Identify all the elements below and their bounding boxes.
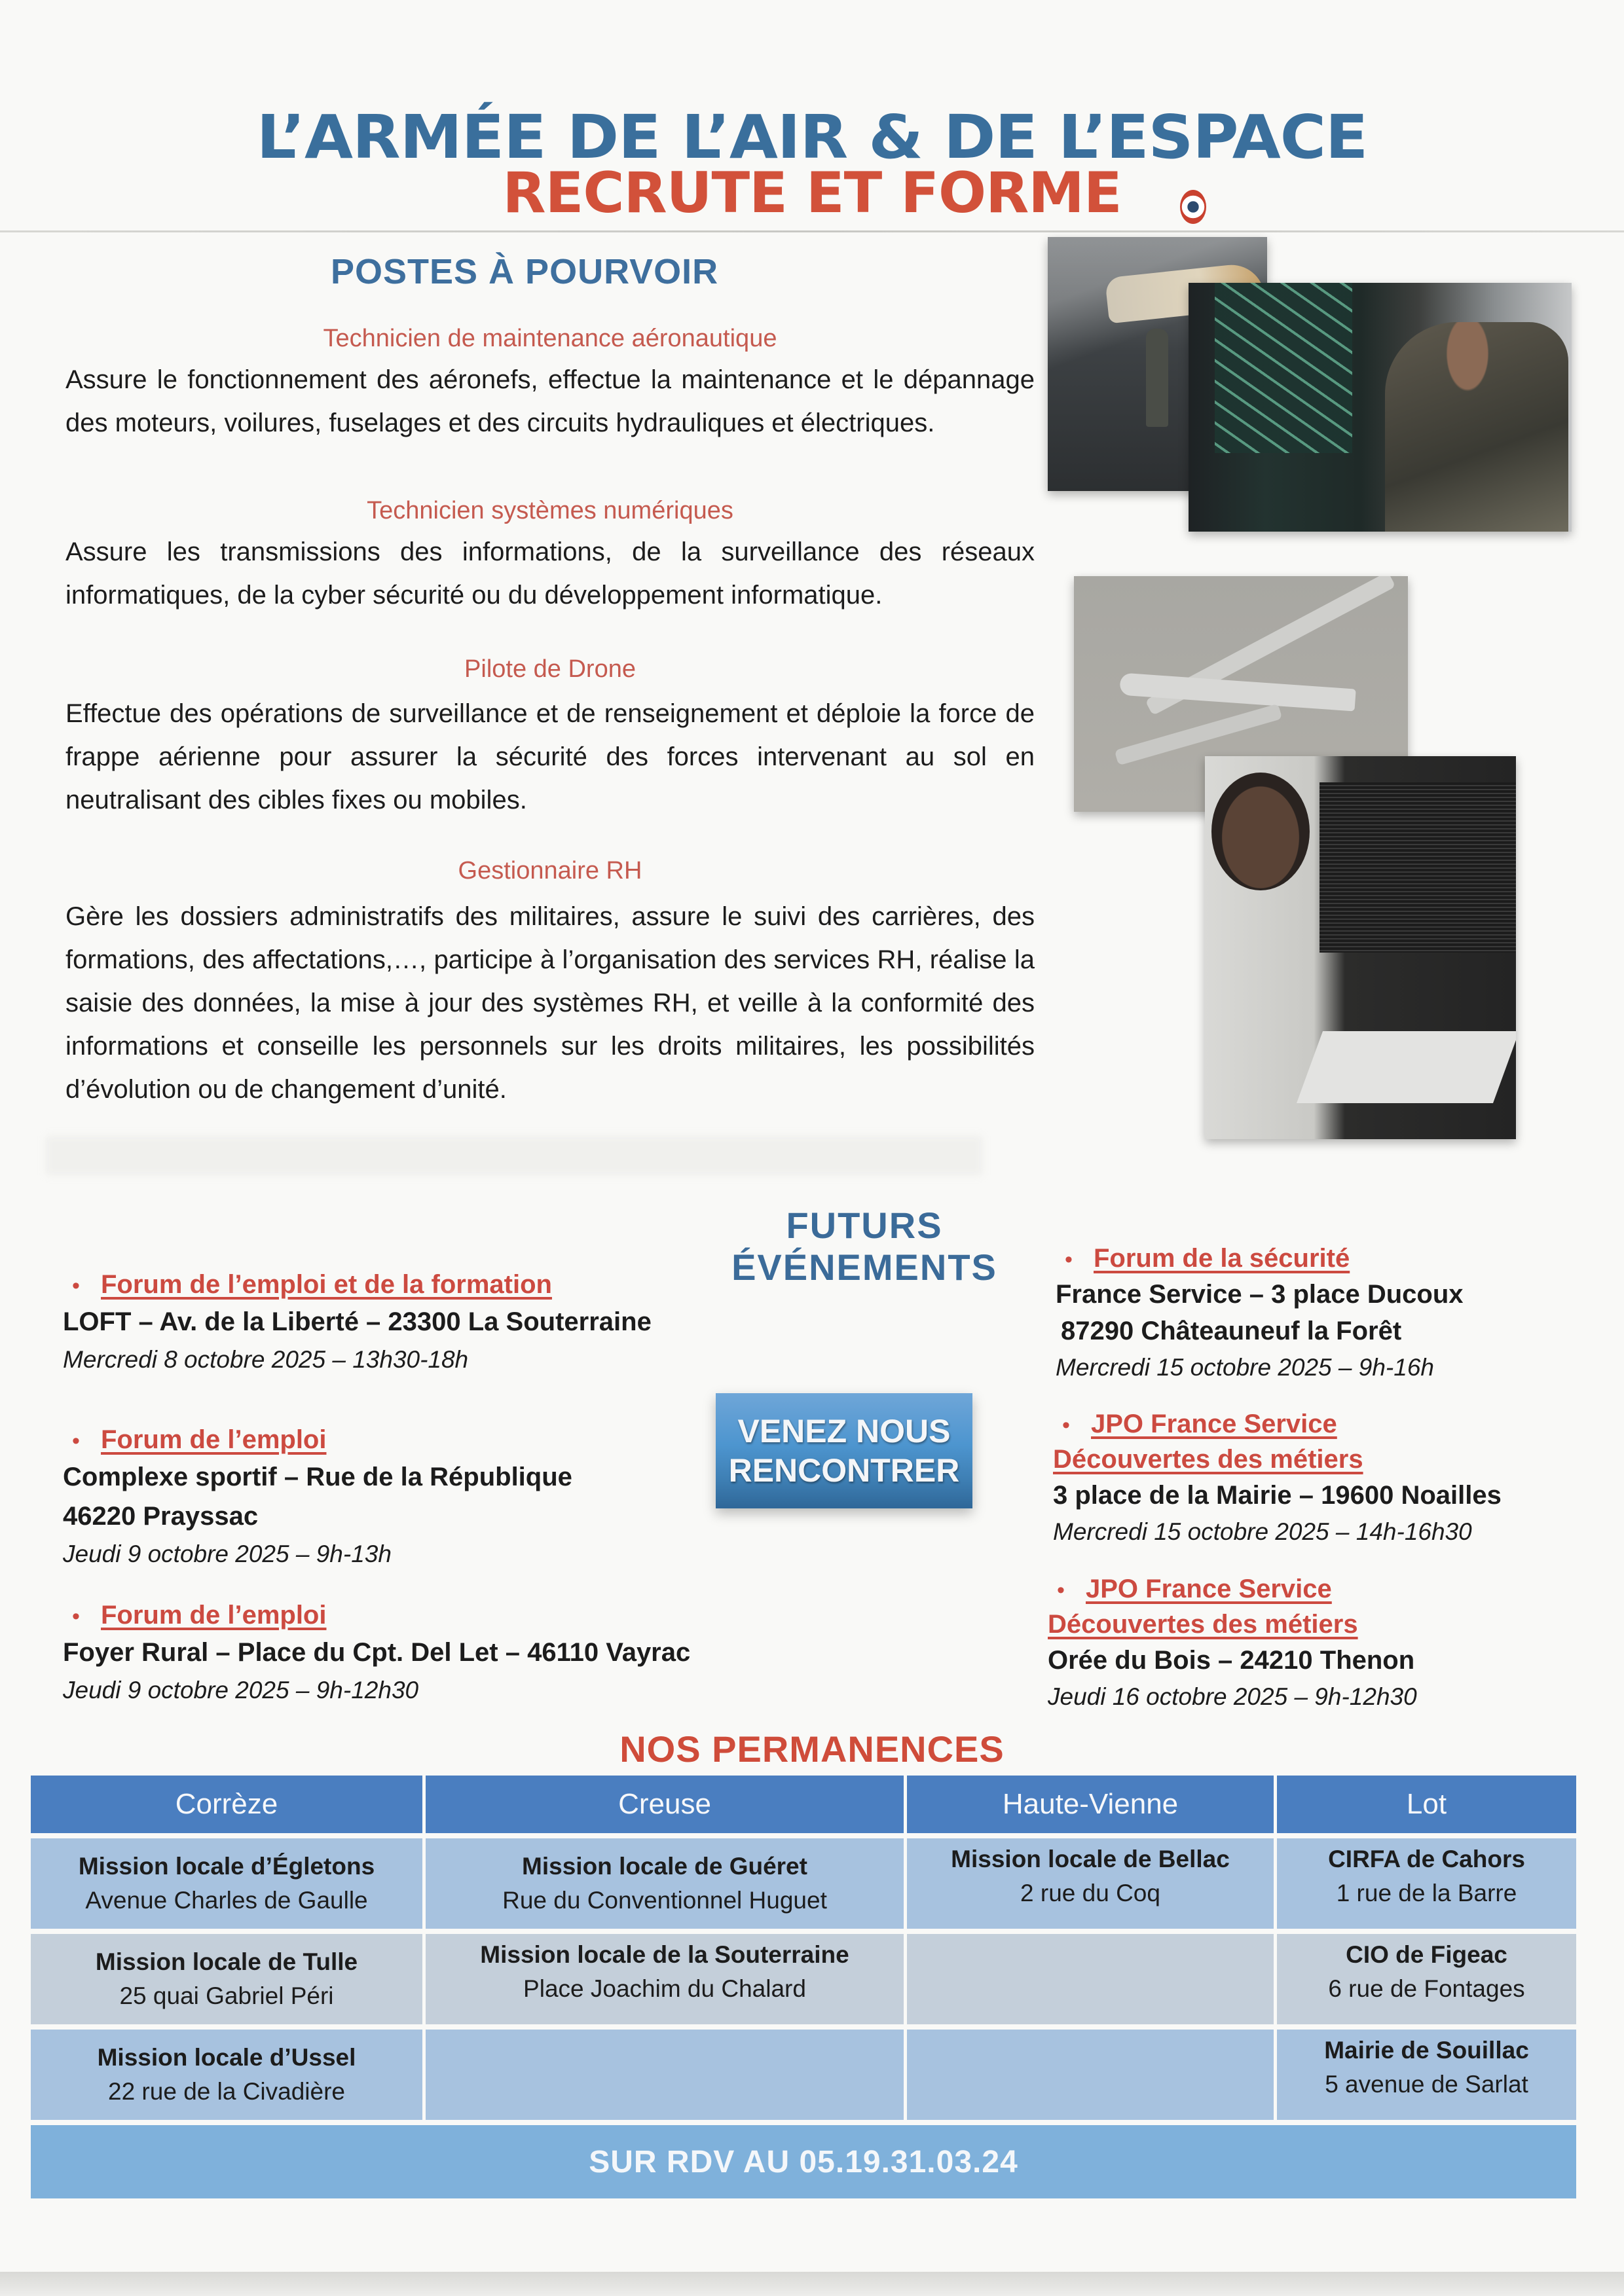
- event-address: 46220 Prayssac: [63, 1502, 259, 1531]
- cta-line2: RENCONTRER: [728, 1452, 960, 1489]
- column-header-correze: Corrèze: [31, 1776, 422, 1833]
- table-cell: [1277, 1934, 1576, 2024]
- job-title-pilote-drone: Pilote de Drone: [464, 655, 636, 683]
- event-name-link[interactable]: Forum de l’emploi: [101, 1601, 327, 1630]
- column-header-haute-vienne: Haute-Vienne: [907, 1776, 1274, 1833]
- bullet-icon: •: [1065, 1247, 1073, 1272]
- office-address: 2 rue du Coq: [1020, 1880, 1160, 1906]
- office-address: Rue du Conventionnel Huguet: [502, 1887, 827, 1914]
- operator-at-computer-photo: [1205, 756, 1516, 1139]
- event-name-link[interactable]: JPO France Service: [1086, 1575, 1332, 1603]
- page-title-line1: L’ARMÉE DE L’AIR & DE L’ESPACE: [256, 102, 1368, 172]
- soldier-figure: [1385, 322, 1568, 532]
- office-address: Avenue Charles de Gaulle: [85, 1887, 368, 1914]
- event-address: Orée du Bois – 24210 Thenon: [1048, 1646, 1415, 1675]
- event-address: France Service – 3 place Ducoux: [1056, 1280, 1464, 1309]
- event-date: Jeudi 9 octobre 2025 – 9h-12h30: [63, 1677, 419, 1704]
- job-description-systemes-numeriques: Assure les transmissions des informations, de la surveillance des réseaux informatiques, de la cyber sécurité ou du développement informatique.: [65, 538, 1035, 610]
- job-description-gestionnaire-rh: Gère les dossiers administratifs des militaires, assure le suivi des carrières, des formations, des affectations,…, participe à l’organisation des services RH, réalise la saisie des données, la mise à jour des systèmes RH, et veille à la conformité des informations et conseille les personnels sur les droits militaires, les possibilités d’évolution ou de changement d’unité.: [65, 902, 1035, 1104]
- network-cables: [1215, 283, 1352, 453]
- page-title-line2: RECRUTE ET FORME: [502, 160, 1122, 226]
- table-cell: [31, 2030, 422, 2120]
- office-name: Mission locale d’Ussel: [97, 2044, 356, 2071]
- bullet-icon: •: [72, 1273, 80, 1298]
- table-cell: [426, 1934, 904, 2024]
- job-description-maintenance: Assure le fonctionnement des aéronefs, effectue la maintenance et le dépannage des moteurs, voilures, fuselages et des circuits hydrauliques et électriques.: [65, 365, 1035, 437]
- scan-artifact: [46, 1136, 982, 1175]
- column-header-lot: Lot: [1277, 1776, 1576, 1833]
- postes-section-title: POSTES À POURVOIR: [331, 252, 719, 291]
- table-cell-empty: [426, 2030, 904, 2120]
- bullet-icon: •: [72, 1604, 80, 1629]
- office-address: Place Joachim du Chalard: [523, 1975, 806, 2002]
- event-date: Mercredi 8 octobre 2025 – 13h30-18h: [63, 1346, 469, 1373]
- desk-surface: [1297, 1031, 1516, 1103]
- event-address: Complexe sportif – Rue de la République: [63, 1463, 572, 1491]
- event-item: [1048, 1571, 1559, 1715]
- office-address: 6 rue de Fontages: [1328, 1975, 1525, 2002]
- table-cell: [426, 1838, 904, 1929]
- event-name-link[interactable]: Forum de l’emploi et de la formation: [101, 1270, 552, 1299]
- office-name: Mission locale d’Égletons: [78, 1853, 375, 1880]
- event-name-link[interactable]: Forum de l’emploi: [101, 1425, 327, 1454]
- table-cell-empty: [907, 2030, 1274, 2120]
- office-name: Mission locale de Guéret: [522, 1853, 807, 1880]
- computer-screen: [1320, 782, 1516, 953]
- event-subtitle-link[interactable]: Découvertes des métiers: [1053, 1445, 1363, 1474]
- table-cell: [31, 1838, 422, 1929]
- event-address: 3 place de la Mairie – 19600 Noailles: [1053, 1481, 1502, 1510]
- event-item: [1056, 1241, 1553, 1386]
- event-address: 87290 Châteauneuf la Forêt: [1061, 1317, 1402, 1345]
- office-address: 1 rue de la Barre: [1336, 1880, 1517, 1906]
- job-title-systemes-numeriques: Technicien systèmes numériques: [367, 497, 733, 524]
- events-title-line1: FUTURS: [786, 1205, 943, 1246]
- venez-nous-rencontrer-banner: [716, 1393, 972, 1508]
- office-address: 22 rue de la Civadière: [108, 2078, 345, 2105]
- event-address: LOFT – Av. de la Liberté – 23300 La Souterraine: [63, 1307, 652, 1336]
- office-name: Mission locale de la Souterraine: [480, 1941, 849, 1968]
- technician-figure: [1146, 329, 1168, 427]
- column-header-creuse: Creuse: [426, 1776, 904, 1833]
- event-item: [1053, 1406, 1564, 1550]
- job-description-pilote-drone: Effectue des opérations de surveillance et de renseignement et déploie la force de frappe aérienne pour assurer la sécurité des forces intervenant au sol en neutralisant des cibles fixes ou mobiles.: [65, 699, 1035, 814]
- page-bottom-edge: [0, 2272, 1624, 2296]
- event-subtitle-link[interactable]: Découvertes des métiers: [1048, 1610, 1358, 1639]
- event-item: [63, 1597, 750, 1709]
- office-name: CIO de Figeac: [1346, 1941, 1507, 1968]
- office-name: Mairie de Souillac: [1324, 2037, 1529, 2064]
- table-cell: [907, 1838, 1274, 1929]
- event-name-link[interactable]: JPO France Service: [1091, 1410, 1337, 1438]
- event-date: Jeudi 16 octobre 2025 – 9h-12h30: [1048, 1683, 1417, 1710]
- bullet-icon: •: [1057, 1578, 1065, 1603]
- permanences-table: [31, 1776, 1566, 2198]
- event-date: Mercredi 15 octobre 2025 – 14h-16h30: [1053, 1518, 1472, 1545]
- french-roundel-icon: [1180, 190, 1206, 224]
- job-title-maintenance: Technicien de maintenance aéronautique: [323, 325, 777, 352]
- events-section-title: [727, 1205, 1002, 1288]
- bullet-icon: •: [1062, 1413, 1070, 1438]
- event-item: [63, 1267, 718, 1378]
- table-cell-empty: [907, 1934, 1274, 2024]
- table-cell: [1277, 1838, 1576, 1929]
- table-cell: [31, 1934, 422, 2024]
- header-divider: [0, 230, 1624, 232]
- event-item: [63, 1422, 718, 1573]
- events-title-line2: ÉVÉNEMENTS: [731, 1247, 997, 1288]
- job-title-gestionnaire-rh: Gestionnaire RH: [458, 857, 642, 884]
- operator-figure: [1211, 773, 1310, 890]
- office-address: 25 quai Gabriel Péri: [119, 1982, 334, 2009]
- event-name-link[interactable]: Forum de la sécurité: [1094, 1244, 1350, 1273]
- event-date: Mercredi 15 octobre 2025 – 9h-16h: [1056, 1354, 1434, 1381]
- office-address: 5 avenue de Sarlat: [1325, 2071, 1528, 2098]
- office-name: Mission locale de Tulle: [95, 1948, 358, 1975]
- office-name: Mission locale de Bellac: [951, 1846, 1230, 1872]
- appointment-phone-banner: SUR RDV AU 05.19.31.03.24: [31, 2125, 1576, 2198]
- cta-line1: VENEZ NOUS: [737, 1413, 951, 1449]
- table-cell: [1277, 2030, 1576, 2120]
- server-rack-technician-photo: [1189, 283, 1572, 532]
- permanences-section-title: NOS PERMANENCES: [619, 1728, 1005, 1770]
- event-date: Jeudi 9 octobre 2025 – 9h-13h: [63, 1540, 392, 1567]
- bullet-icon: •: [72, 1429, 80, 1453]
- event-address: Foyer Rural – Place du Cpt. Del Let – 46110 Vayrac: [63, 1638, 691, 1667]
- office-name: CIRFA de Cahors: [1328, 1846, 1525, 1872]
